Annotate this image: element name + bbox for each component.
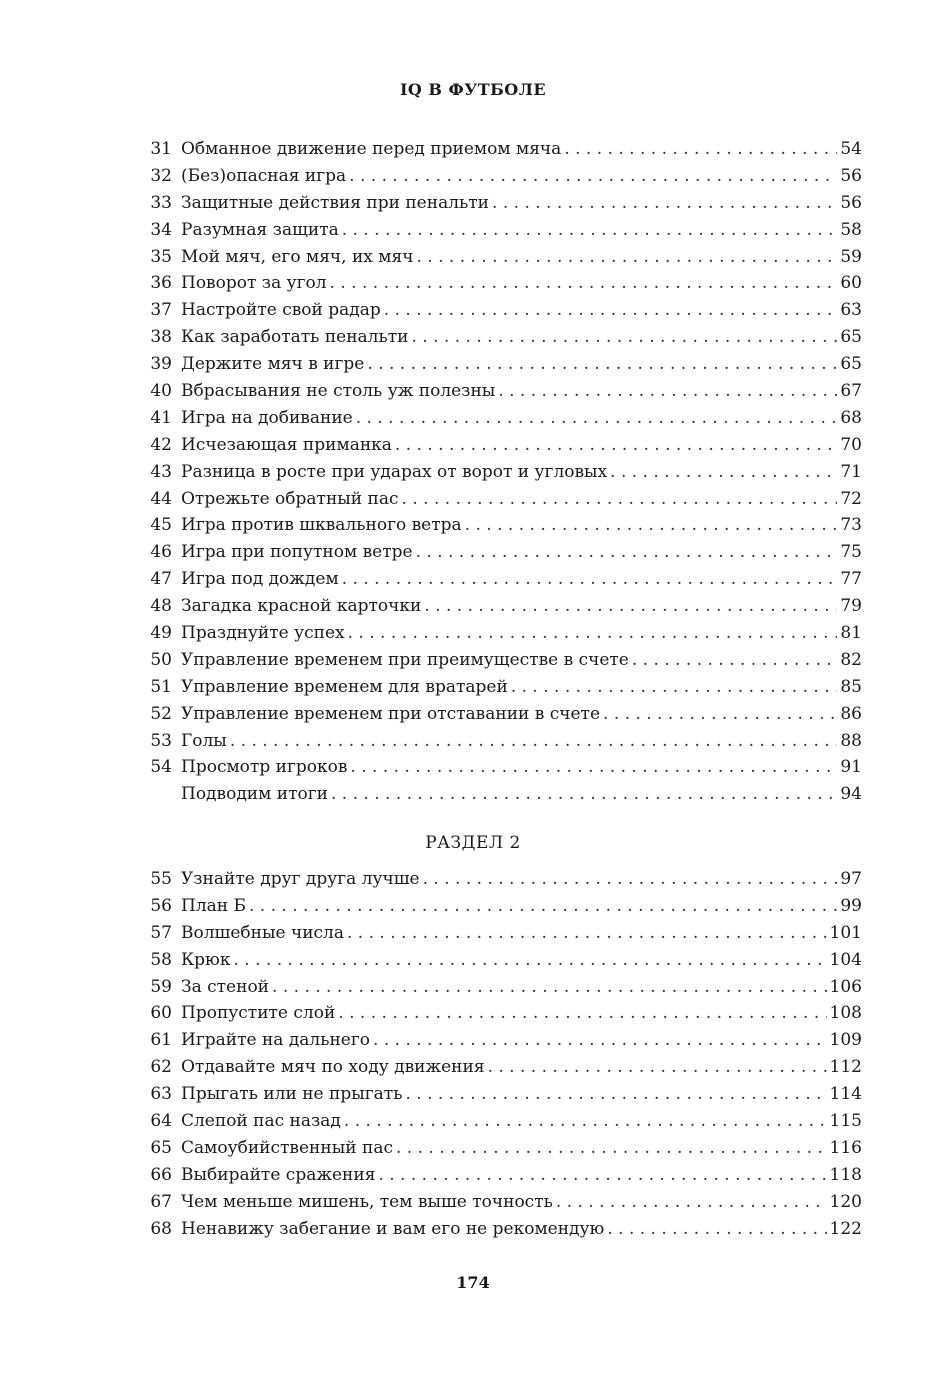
toc-entry — [146, 270, 862, 297]
page-ref: 82 — [840, 649, 862, 670]
toc-entry — [146, 244, 862, 271]
toc-entry — [146, 781, 862, 808]
toc-entry — [146, 1216, 862, 1243]
chapter-title: Крюк — [181, 949, 231, 970]
toc-entry — [146, 459, 862, 486]
chapter-title: Управление временем при отставании в счете — [181, 703, 601, 724]
chapter-number: 61 — [150, 1030, 172, 1051]
chapter-title: Как заработать пенальти — [181, 327, 409, 348]
page-ref: 99 — [840, 895, 862, 916]
page-ref: 108 — [829, 1003, 862, 1024]
dot-leader — [632, 647, 837, 674]
dot-leader — [416, 244, 837, 271]
chapter-number: 38 — [150, 327, 172, 348]
toc-entry — [146, 593, 862, 620]
dot-leader — [424, 593, 837, 620]
toc-entry — [146, 728, 862, 755]
dot-leader — [402, 486, 838, 513]
chapter-title: Просмотр игроков — [181, 757, 348, 778]
page-ref: 75 — [840, 542, 862, 563]
page-ref: 79 — [840, 596, 862, 617]
dot-leader — [367, 351, 837, 378]
chapter-title: Управление временем при преимуществе в счете — [181, 649, 629, 670]
page-ref: 120 — [829, 1191, 862, 1212]
toc-entry — [146, 620, 862, 647]
chapter-title: Подводим итоги — [181, 784, 328, 805]
dot-leader — [342, 566, 838, 593]
page-ref: 94 — [840, 784, 862, 805]
dot-leader — [492, 190, 837, 217]
chapter-number: 56 — [150, 895, 172, 916]
chapter-number: 53 — [150, 730, 172, 751]
toc-entry — [146, 1000, 862, 1027]
chapter-title: Игра под дождем — [181, 569, 339, 590]
page-ref: 114 — [829, 1084, 862, 1105]
page-ref: 63 — [840, 300, 862, 321]
chapter-number: 68 — [150, 1218, 172, 1239]
toc-entry — [146, 136, 862, 163]
chapter-title: Голы — [181, 730, 227, 751]
page-ref: 54 — [840, 139, 862, 159]
chapter-title: Защитные действия при пенальти — [181, 192, 490, 213]
dot-leader — [556, 1189, 827, 1216]
section-heading: РАЗДЕЛ 2 — [425, 833, 521, 853]
page-ref: 112 — [829, 1057, 862, 1078]
dot-leader — [564, 136, 837, 163]
page-ref: 101 — [829, 922, 862, 943]
dot-leader — [330, 270, 838, 297]
chapter-number: 63 — [150, 1084, 172, 1105]
toc-entry — [146, 190, 862, 217]
page-ref: 58 — [840, 219, 862, 240]
dot-leader — [498, 378, 837, 405]
page-ref: 91 — [840, 757, 862, 778]
dot-leader — [411, 324, 837, 351]
chapter-title: Прыгать или не прыгать — [181, 1084, 403, 1105]
dot-leader — [356, 405, 838, 432]
chapter-title: Игра при попутном ветре — [181, 542, 413, 563]
chapter-number: 62 — [150, 1057, 172, 1078]
dot-leader — [511, 674, 838, 701]
chapter-number: 60 — [150, 1003, 172, 1024]
page-ref: 86 — [840, 703, 862, 724]
chapter-title: Ненавижу забегание и вам его не рекомендую — [181, 1218, 605, 1239]
chapter-title: Пропустите слой — [181, 1003, 336, 1024]
dot-leader — [342, 217, 838, 244]
page-ref: 85 — [840, 676, 862, 697]
page-ref: 56 — [840, 192, 862, 213]
dot-leader — [488, 1054, 827, 1081]
toc-section-1 — [146, 136, 862, 808]
toc-entry — [146, 893, 862, 920]
toc-entry — [146, 754, 862, 781]
dot-leader — [395, 432, 837, 459]
page-ref: 73 — [840, 515, 862, 536]
chapter-title: Управление временем для вратарей — [181, 676, 508, 697]
chapter-title: Мой мяч, его мяч, их мяч — [181, 246, 414, 267]
chapter-title: Игра на добивание — [181, 407, 353, 428]
page-ref: 65 — [840, 354, 862, 375]
page-ref: 118 — [829, 1164, 862, 1185]
dot-leader — [607, 1216, 826, 1243]
dot-leader — [233, 947, 826, 974]
page-ref: 60 — [840, 273, 862, 294]
dot-leader — [423, 866, 838, 893]
chapter-number: 65 — [150, 1137, 172, 1158]
toc-entry — [146, 1135, 862, 1162]
dot-leader — [230, 728, 838, 755]
toc-section-2 — [146, 866, 862, 1242]
dot-leader — [349, 163, 837, 190]
toc-entry — [146, 866, 862, 893]
dot-leader — [384, 297, 838, 324]
page-ref: 65 — [840, 327, 862, 348]
toc-entry — [146, 1054, 862, 1081]
dot-leader — [396, 1135, 827, 1162]
chapter-title: Самоубийственный пас — [181, 1137, 393, 1158]
chapter-number: 47 — [150, 569, 172, 590]
chapter-title: Разумная защита — [181, 219, 339, 240]
chapter-number: 51 — [150, 676, 172, 697]
dot-leader — [272, 974, 827, 1001]
toc-entry — [146, 351, 862, 378]
chapter-title: Чем меньше мишень, тем выше точность — [181, 1191, 553, 1212]
page-ref: 109 — [829, 1030, 862, 1051]
running-head: IQ В ФУТБОЛЕ — [399, 80, 547, 99]
page-ref: 97 — [840, 869, 862, 889]
toc-entry — [146, 1081, 862, 1108]
chapter-number: 66 — [150, 1164, 172, 1185]
toc-entry — [146, 566, 862, 593]
chapter-title: Держите мяч в игре — [181, 354, 365, 375]
chapter-number: 46 — [150, 542, 172, 563]
chapter-title: Узнайте друг друга лучше — [181, 869, 420, 889]
dot-leader — [338, 1000, 826, 1027]
dot-leader — [610, 459, 837, 486]
chapter-title: Поворот за угол — [181, 273, 327, 294]
toc-entry — [146, 974, 862, 1001]
toc-entry — [146, 920, 862, 947]
page-ref: 77 — [840, 569, 862, 590]
chapter-title: Вбрасывания не столь уж полезны — [181, 381, 496, 402]
page-ref: 116 — [829, 1137, 862, 1158]
chapter-number: 57 — [150, 922, 172, 943]
chapter-number: 35 — [150, 246, 172, 267]
dot-leader — [331, 781, 837, 808]
dot-leader — [348, 620, 838, 647]
chapter-title: Слепой пас назад — [181, 1111, 341, 1132]
chapter-title: Играйте на дальнего — [181, 1030, 371, 1051]
dot-leader — [416, 539, 838, 566]
chapter-number: 45 — [150, 515, 172, 536]
page-ref: 122 — [829, 1218, 862, 1239]
dot-leader — [603, 701, 837, 728]
toc-entry — [146, 1027, 862, 1054]
toc-entry — [146, 647, 862, 674]
chapter-number: 54 — [150, 757, 172, 778]
chapter-number: 59 — [150, 976, 172, 997]
chapter-title: Празднуйте успех — [181, 623, 345, 644]
toc-entry — [146, 486, 862, 513]
page-ref: 68 — [840, 407, 862, 428]
chapter-title: Загадка красной карточки — [181, 596, 422, 617]
chapter-number: 31 — [150, 139, 172, 159]
chapter-number: 49 — [150, 623, 172, 644]
toc-entry — [146, 163, 862, 190]
chapter-number: 37 — [150, 300, 172, 321]
chapter-number: 48 — [150, 596, 172, 617]
chapter-title: Обманное движение перед приемом мяча — [181, 139, 562, 159]
dot-leader — [465, 512, 838, 539]
chapter-number: 67 — [150, 1191, 172, 1212]
chapter-title: Разница в росте при ударах от ворот и угловых — [181, 461, 608, 482]
chapter-title: За стеной — [181, 976, 270, 997]
toc-entry — [146, 539, 862, 566]
toc-entry — [146, 674, 862, 701]
dot-leader — [350, 754, 837, 781]
chapter-title: Выбирайте сражения — [181, 1164, 376, 1185]
dot-leader — [344, 1108, 827, 1135]
toc-entry — [146, 947, 862, 974]
page-ref: 115 — [829, 1111, 862, 1132]
page-ref: 56 — [840, 165, 862, 186]
toc-entry — [146, 1189, 862, 1216]
page-ref: 70 — [840, 434, 862, 455]
chapter-number: 52 — [150, 703, 172, 724]
toc-entry — [146, 701, 862, 728]
toc-entry — [146, 297, 862, 324]
chapter-number: 58 — [150, 949, 172, 970]
chapter-title: Отдавайте мяч по ходу движения — [181, 1057, 485, 1078]
page-ref: 59 — [840, 246, 862, 267]
chapter-number: 50 — [150, 649, 172, 670]
toc-entry — [146, 217, 862, 244]
dot-leader — [347, 920, 827, 947]
chapter-number: 33 — [150, 192, 172, 213]
toc-entry — [146, 405, 862, 432]
chapter-number: 34 — [150, 219, 172, 240]
page-ref: 88 — [840, 730, 862, 751]
chapter-number: 40 — [150, 381, 172, 402]
page-ref: 67 — [840, 381, 862, 402]
toc-entry — [146, 378, 862, 405]
chapter-number: 64 — [150, 1111, 172, 1132]
chapter-number: 41 — [150, 407, 172, 428]
chapter-number: 32 — [150, 165, 172, 186]
chapter-number: 42 — [150, 434, 172, 455]
toc-entry — [146, 512, 862, 539]
dot-leader — [373, 1027, 827, 1054]
chapter-number: 36 — [150, 273, 172, 294]
dot-leader — [405, 1081, 826, 1108]
toc-entry — [146, 324, 862, 351]
toc-entry — [146, 1108, 862, 1135]
page-number: 174 — [456, 1273, 490, 1292]
chapter-number: 43 — [150, 461, 172, 482]
page-ref: 104 — [829, 949, 862, 970]
chapter-number: 55 — [150, 869, 172, 889]
toc-entry — [146, 432, 862, 459]
page-ref: 106 — [829, 976, 862, 997]
chapter-title: (Без)опасная игра — [181, 165, 347, 186]
page-ref: 72 — [840, 488, 862, 509]
chapter-title: План Б — [181, 895, 246, 916]
chapter-title: Игра против шквального ветра — [181, 515, 462, 536]
page-ref: 81 — [840, 623, 862, 644]
chapter-number: 44 — [150, 488, 172, 509]
chapter-title: Исчезающая приманка — [181, 434, 392, 455]
chapter-title: Волшебные числа — [181, 922, 344, 943]
chapter-title: Настройте свой радар — [181, 300, 381, 321]
toc-entry — [146, 1162, 862, 1189]
chapter-title: Отрежьте обратный пас — [181, 488, 399, 509]
chapter-number: 39 — [150, 354, 172, 375]
dot-leader — [249, 893, 837, 920]
page-ref: 71 — [840, 461, 862, 482]
dot-leader — [378, 1162, 826, 1189]
